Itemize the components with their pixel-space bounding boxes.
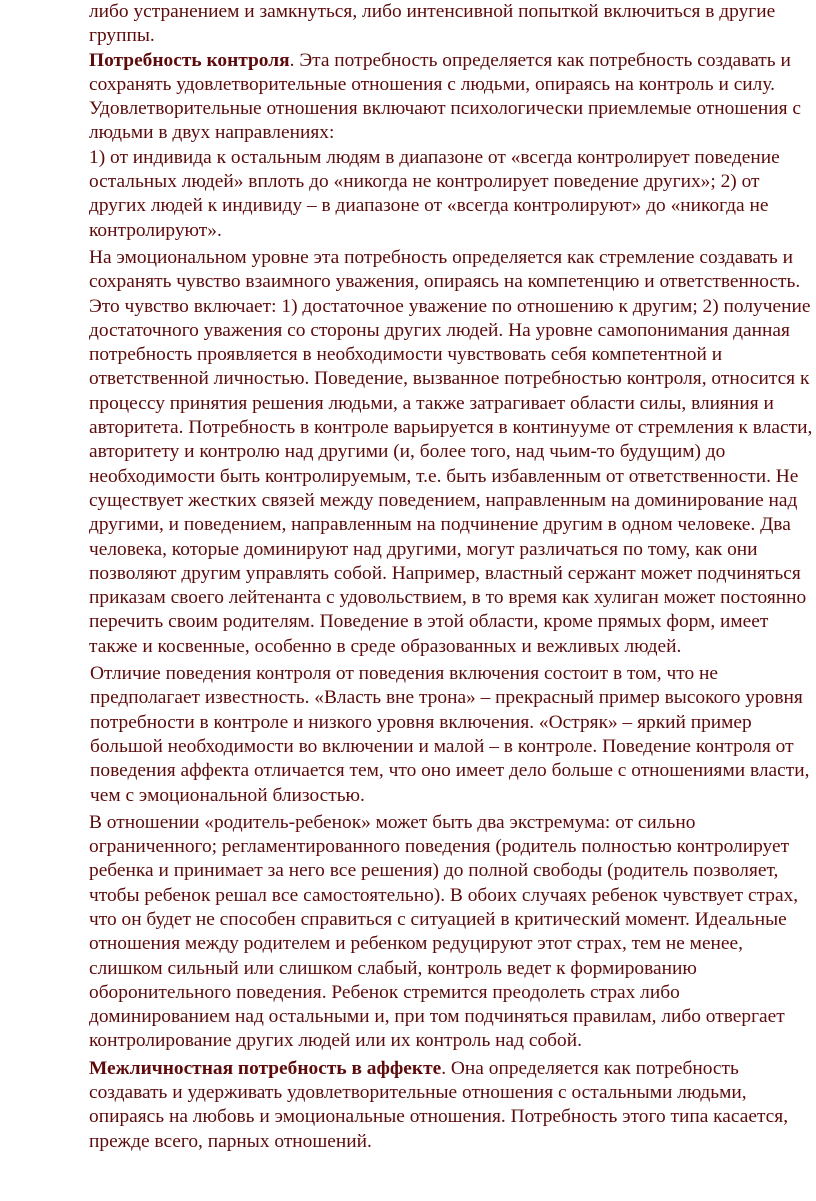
paragraph-control-need [89,49,816,146]
paragraph-directions: 1) от индивида к остальным людям в диапазоне от «всегда контролирует поведение остальных людей» вплоть до «никогда не контролирует поведение других»; 2) от других людей к индивиду – в диапазоне от «всегда контролируют» до «никогда не контролируют». [89,146,780,241]
paragraph-control-need-text: . Эта потребность определяется как потребность создавать и сохранять удовлетворительные отношения с людьми, опираясь на контроль и силу. Удовлетворительные отношения включают психологически приемлемые отношения с людьми в двух направлениях: [89,49,801,144]
paragraph-1: либо устранением и замкнуться, либо интенсивной попыткой включиться в другие группы. [89,1,776,47]
paragraph-difference: Отличие поведения контроля от поведения включения состоит в том, что не предполагает известность. «Власть вне трона» – прекрасный пример высокого уровня потребности в контроле и низкого уровня включения. «Остряк» – яркий пример большой необходимости во включении и малой – в контроле. Поведение контроля от поведения аффекта отличается тем, что оно имеет дело больше с отношениями власти, чем с эмоциональной близостью. [90,663,810,806]
paragraph-emotional-level: На эмоциональном уровне эта потребность определяется как стремление создавать и сохранять чувство взаимного уважения, опираясь на компетенцию и ответственность. Это чувство включает: 1) достаточное уважение по отношению к другим; 2) получение достаточного уважения со стороны других людей. На уровне самопонимания данная потребность проявляется в необходимости чувствовать себя компетентной и ответственной личностью. Поведение, вызванное потребностью контроля, относится к процессу принятия решения людьми, а также затрагивает области силы, влияния и авторитета. Потребность в контроле варьируется в континууме от стремления к власти, авторитету и контролю над другими (и, более того, над чьим-то будущим) до необходимости быть контролируемым, т.е. быть избавленным от ответственности. Не существует жестких связей между поведением, направленным на доминирование над другими, и поведением, направленным на подчинение другим в одном человеке. Два человека, которые доминируют над другими, могут различаться по тому, как они позволяют другим управлять собой. Например, властный сержант может подчиняться приказам своего лейтенанта с удовольствием, в то время как хулиган может постоянно перечить своим родителям. Поведение в этой области, кроме прямых форм, имеет также и косвенные, особенно в среде образованных и вежливых людей. [89,246,813,657]
paragraph-affect-need-text: . Она определяется как потребность создавать и удерживать удовлетворительные отношения с остальными людьми, опираясь на любовь и эмоциональные отношения. Потребность этого типа касается, прежде всего, парных отношений. [89,1057,789,1152]
heading-control-need: Потребность контроля [89,49,290,71]
document-body [89,0,816,1154]
paragraph-affect-need [89,1057,816,1154]
heading-affect-need: Межличностная потребность в аффекте [89,1057,442,1079]
paragraph-parent-child: В отношении «родитель-ребенок» может быть два экстремума: от сильно ограниченного; регламентированного поведения (родитель полностью контролирует ребенка и принимает за него все решения) до полной свободы (родитель позволяет, чтобы ребенок решал все самостоятельно). В обоих случаях ребенок чувствует страх, что он будет не способен справиться с ситуацией в критический момент. Идеальные отношения между родителем и ребенком редуцируют этот страх, тем не менее, слишком сильный или слишком слабый, контроль ведет к формированию оборонительного поведения. Ребенок стремится преодолеть страх либо доминированием над остальными и, при том подчиняться правилам, либо отвергает контролирование других людей или их контроль над собой. [89,811,799,1052]
